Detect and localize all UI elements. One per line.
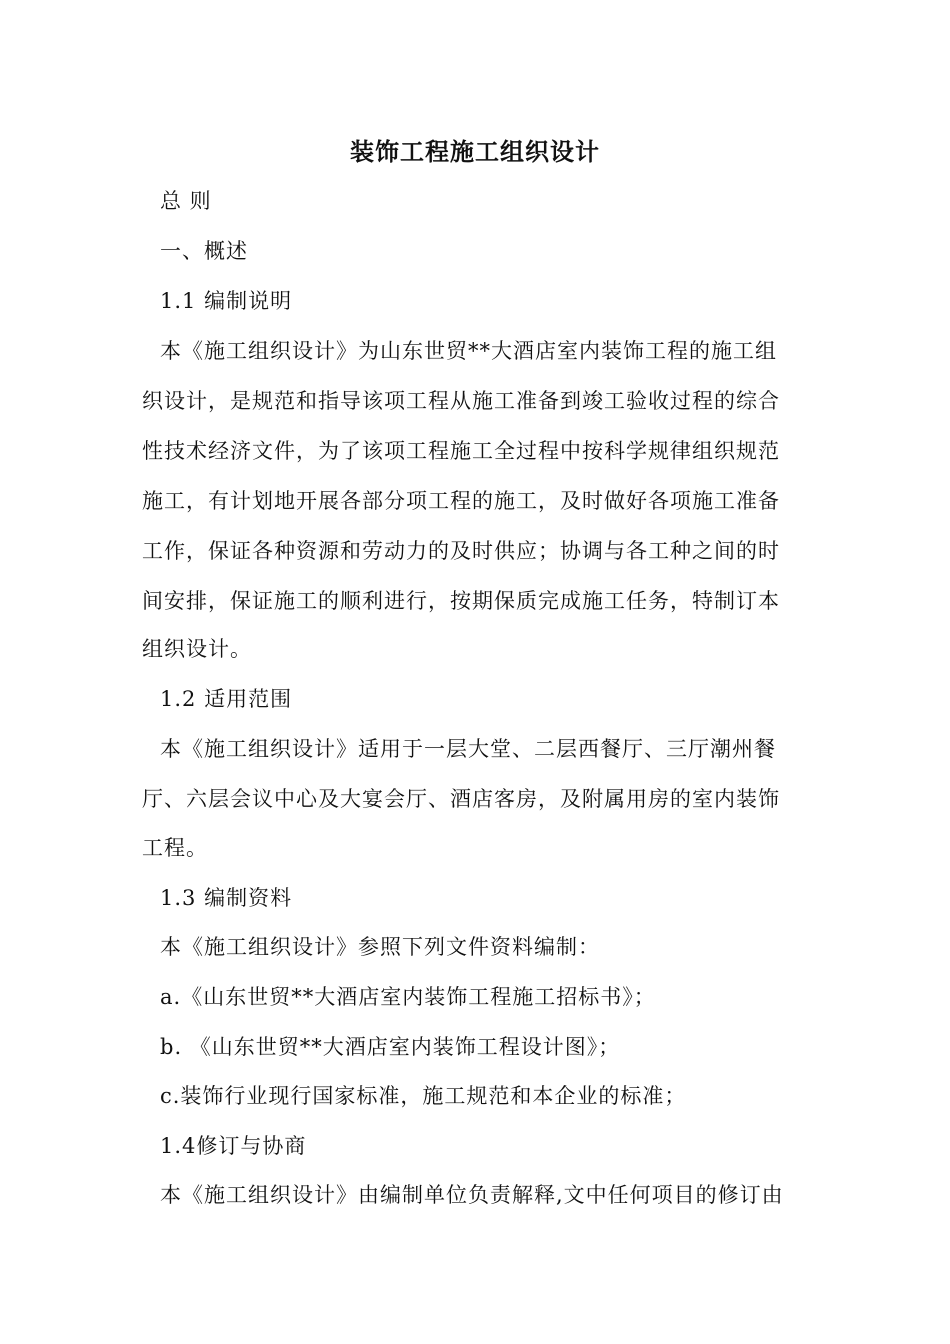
- paragraph-line: 组织设计。: [142, 637, 252, 661]
- subsection-heading-1-3: 1.3 编制资料: [160, 886, 293, 910]
- subsection-heading-1-4: 1.4修订与协商: [160, 1134, 307, 1158]
- paragraph-line: 工作，保证各种资源和劳动力的及时供应；协调与各工种之间的时: [142, 539, 780, 563]
- subsection-heading-1-1: 1.1 编制说明: [160, 289, 293, 313]
- paragraph-line: 本《施工组织设计》为山东世贸**大酒店室内装饰工程的施工组: [160, 339, 777, 363]
- paragraph-line: 织设计，是规范和指导该项工程从施工准备到竣工验收过程的综合: [142, 389, 780, 413]
- paragraph-line: 性技术经济文件，为了该项工程施工全过程中按科学规律组织规范: [142, 439, 780, 463]
- list-item-c: c.装饰行业现行国家标准，施工规范和本企业的标准；: [160, 1084, 687, 1108]
- list-item-b: b. 《山东世贸**大酒店室内装饰工程设计图》；: [160, 1035, 621, 1059]
- paragraph-line: 间安排，保证施工的顺利进行，按期保质完成施工任务，特制订本: [142, 589, 780, 613]
- paragraph-line: 工程。: [142, 836, 208, 860]
- paragraph-line: 施工，有计划地开展各部分项工程的施工，及时做好各项施工准备: [142, 489, 780, 513]
- section-heading-overview: 一、概述: [160, 239, 248, 263]
- list-item-a: a.《山东世贸**大酒店室内装饰工程施工招标书》；: [160, 985, 656, 1009]
- document-title: 装饰工程施工组织设计: [350, 138, 600, 166]
- paragraph-line: 本《施工组织设计》由编制单位负责解释,文中任何项目的修订由: [160, 1183, 784, 1207]
- subsection-heading-1-2: 1.2 适用范围: [160, 687, 293, 711]
- paragraph-line: 厅、六层会议中心及大宴会厅、酒店客房，及附属用房的室内装饰: [142, 787, 780, 811]
- paragraph-line: 本《施工组织设计》参照下列文件资料编制：: [160, 935, 600, 959]
- paragraph-line: 本《施工组织设计》适用于一层大堂、二层西餐厅、三厅潮州餐: [160, 737, 776, 761]
- section-heading-general: 总 则: [160, 189, 212, 213]
